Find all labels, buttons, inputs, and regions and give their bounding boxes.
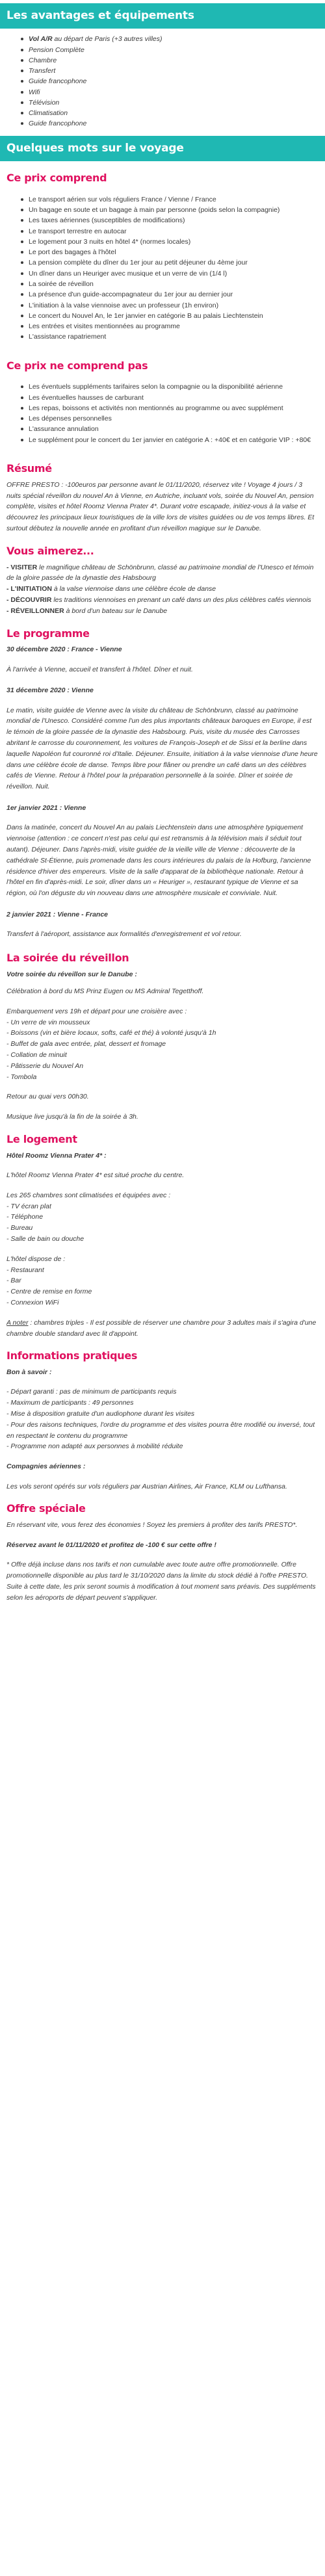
airlines-text: Les vols seront opérés sur vols réguliers par Austrian Airlines, Air France, KLM ou Lufthansa. bbox=[6, 1482, 287, 1490]
included-item: Le logement pour 3 nuits en hôtel 4* (normes locales) bbox=[21, 237, 318, 247]
included-item: Le transport aérien sur vols réguliers France / Vienne / France bbox=[21, 194, 318, 205]
advantage-item bbox=[21, 55, 318, 66]
soiree-line: - Collation de minuit bbox=[6, 1051, 67, 1059]
included-item: L'assistance rapatriement bbox=[21, 332, 318, 342]
note-text: : chambres triples - Il est possible de réserver une chambre pour 3 adultes mais il s'agira d'une chambre double standard avec lit d'appoint. bbox=[6, 1318, 317, 1338]
included-list bbox=[6, 189, 318, 349]
soiree-line: - Tombola bbox=[6, 1073, 37, 1081]
included-title: Ce prix comprend bbox=[6, 172, 107, 185]
soiree-lines bbox=[6, 1017, 318, 1083]
wants-item-text: à la valse viennoise dans une célèbre école de danse bbox=[51, 585, 216, 593]
practical-line: - Maximum de participants : 49 personnes bbox=[6, 1399, 134, 1407]
programme-day-heading: 31 décembre 2020 : Vienne bbox=[6, 686, 94, 695]
soiree-intro: Célébration à bord du MS Prinz Eugen ou MS Admiral Tegetthoff. bbox=[6, 987, 204, 996]
not-included-item: L'assurance annulation bbox=[21, 424, 318, 434]
advantage-item bbox=[21, 87, 318, 98]
lodging-rooms bbox=[6, 1201, 318, 1245]
programme-day-heading: 1er janvier 2021 : Vienne bbox=[6, 804, 86, 813]
soiree-line: - Boissons (vin et bière locaux, softs, café et thé) à volonté jusqu'à 1h bbox=[6, 1029, 216, 1037]
wants-item-bold: - L'INITIATION bbox=[6, 585, 52, 593]
advantages-list bbox=[6, 29, 318, 135]
included-item: L'initiation à la valse viennoise avec un professeur (1h environ) bbox=[21, 300, 318, 311]
lodging-title: Le logement bbox=[6, 1132, 77, 1145]
soiree-return: Retour au quai vers 00h30. bbox=[6, 1093, 89, 1101]
soiree-line: - Pâtisserie du Nouvel An bbox=[6, 1061, 84, 1070]
included-item: Un dîner dans un Heuriger avec musique et un verre de vin (1/4 l) bbox=[21, 268, 318, 279]
hotel-facility: - Centre de remise en forme bbox=[6, 1288, 92, 1296]
lodging-facilities bbox=[6, 1265, 318, 1308]
soiree-boarding: Embarquement vers 19h et départ pour une croisière avec : bbox=[6, 1007, 187, 1015]
summary-text: OFFRE PRESTO : -100euros par personne avant le 01/11/2020, réservez vite ! Voyage 4 jours / 3 nuits spécial réveillon du nouvel An à Vienne, en Autriche, incluant vols, soirée du Nouvel An, pension complète, visites et hôtel Roomz Vienna Prater 4*. Durant votre escapade, initiez-vous à la valse et découvrez les principaux lieux touristiques de la ville lors de visites guidées ou de vos temps libres. Et surtout débutez la nouvelle année en profitant d'un réveillon magique sur le Danube. bbox=[6, 480, 315, 532]
offer-title: Offre spéciale bbox=[6, 1502, 86, 1515]
practical-title: Informations pratiques bbox=[6, 1349, 138, 1362]
advantage-item bbox=[21, 45, 318, 55]
advantages-banner: Les avantages et équipements bbox=[0, 3, 325, 29]
practical-line: - Mise à disposition gratuite d'un audiophone durant les visites bbox=[6, 1410, 195, 1418]
not-included-item: Les éventuels suppléments tarifaires selon la compagnie ou la disponibilité aérienne bbox=[21, 382, 318, 392]
room-feature: - TV écran plat bbox=[6, 1202, 51, 1210]
advantage-item bbox=[21, 98, 318, 108]
advantage-item bbox=[21, 118, 318, 129]
advantage-item-text: Télévision bbox=[29, 98, 60, 107]
wants-item-bold: - VISITER bbox=[6, 563, 38, 571]
practical-know: Bon à savoir : bbox=[6, 1368, 52, 1377]
hotel-facility: - Connexion WiFi bbox=[6, 1299, 59, 1307]
advantage-item-text: Wifi bbox=[29, 88, 40, 96]
not-included-title: Ce prix ne comprend pas bbox=[6, 359, 148, 372]
practical-line: - Pour des raisons techniques, l'ordre du programme et des visites pourra être modifié ou inversé, tout en respectant le contenu du programme bbox=[6, 1420, 315, 1440]
wants-title: Vous aimerez... bbox=[6, 544, 94, 557]
included-item: Le port des bagages à l'hôtel bbox=[21, 247, 318, 257]
included-item: La soirée de réveillon bbox=[21, 279, 318, 289]
practical-lines bbox=[6, 1386, 318, 1452]
room-feature: - Salle de bain ou douche bbox=[6, 1235, 84, 1243]
wants-item-bold: - RÉVEILLONNER bbox=[6, 606, 64, 615]
hotel-facility: - Bar bbox=[6, 1277, 21, 1285]
advantage-item-text: Guide francophone bbox=[29, 120, 87, 128]
included-item: Les entrées et visites mentionnées au programme bbox=[21, 321, 318, 332]
programme-day-text: Dans la matinée, concert du Nouvel An au palais Liechtenstein dans une atmosphère typiquement viennoise (attention : ce concert n'est pas celui qui est retransmis à la télévision mais il séduit tout autant). Déjeuner. Dans l'après-midi, visite guidée de la vieille ville de Vienne : découverte de la cathédrale St-Étienne, puis promenade dans les cours intérieures du palais de la Hofburg, l'ancienne résidence d'hiver des empereurs. Visite de la salle d'apparat de la bibliothèque nationale. Retour à l'hôtel en fin d'après-midi. Le soir, dîner dans un « Heuriger », restaurant typique de Vienne et sa région, où l'on déguste du vin nouveau dans une atmosphère musicale et conviviale. Nuit. bbox=[6, 824, 311, 898]
practical-line: - Départ garanti : pas de minimum de participants requis bbox=[6, 1388, 177, 1396]
offer-highlight: Réservez avant le 01/11/2020 et profitez de -100 € sur cette offre ! bbox=[6, 1541, 216, 1549]
included-item: La pension complète du dîner du 1er jour au petit déjeuner du 4ème jour bbox=[21, 257, 318, 268]
hotel-facility: - Restaurant bbox=[6, 1266, 44, 1274]
room-feature: - Bureau bbox=[6, 1224, 33, 1232]
note-label: A noter bbox=[6, 1318, 29, 1327]
not-included-item: Les repas, boissons et activités non mentionnés au programme ou avec supplément bbox=[21, 403, 318, 413]
advantage-item-text: Guide francophone bbox=[29, 77, 87, 86]
soiree-subtitle: Votre soirée du réveillon sur le Danube : bbox=[6, 970, 137, 978]
wants-list bbox=[6, 562, 318, 617]
not-included-item: Le supplément pour le concert du 1er janvier en catégorie A : +40€ et en catégorie VIP : +80€ bbox=[21, 435, 318, 445]
advantage-item bbox=[21, 108, 318, 118]
practical-line: - Programme non adapté aux personnes à mobilité réduite bbox=[6, 1442, 183, 1451]
room-feature: - Téléphone bbox=[6, 1213, 44, 1221]
advantage-item-bold: Vol A/R bbox=[29, 35, 53, 44]
wants-item-text: le magnifique château de Schönbrunn, classé au patrimoine mondial de l'Unesco et témoin de la gloire passée de la dynastie des Habsbourg bbox=[6, 563, 314, 582]
advantage-item bbox=[21, 76, 318, 86]
offer-footnote: * Offre déjà incluse dans nos tarifs et non cumulable avec toute autre offre promotionnelle. Offre promotionnelle disponible au plus tard le 31/10/2020 dans la limite du stock dédié à l'offre PRESTO. Suite à cette date, les prix seront soumis à modification à tout moment sans préavis. Des suppléments selon les aéroports de départ peuvent s'appliquer. bbox=[6, 1561, 316, 1602]
soiree-title: La soirée du réveillon bbox=[6, 951, 129, 964]
lodging-hotel: Hôtel Roomz Vienna Prater 4* : bbox=[6, 1151, 107, 1160]
programme-day-text: Le matin, visite guidée de Vienne avec la visite du château de Schönbrunn, classé au patrimoine mondial de l'Unesco. Considéré comme l'un des plus importants châteaux baroques en Europe, il est le témoin de la gloire passée de la dynastie des Habsbourg. Puis, visite du musée des Carrosses abritant le carrosse du couronnement, les voitures de François-Joseph et de Sissi et la berline dans laquelle Napoléon fut couronné roi d'Italie. Déjeuner. Ensuite, initiation à la valse viennoise d'une heure dans une célèbre école de danse. Temps libre pour flâner ou prendre un café dans un des célèbres cafés de Vienne. Retour à l'hôtel pour la préparation personnelle à la soirée. Dîner et soirée de réveillon. Nuit. bbox=[6, 706, 318, 791]
wants-item-bold: - DÉCOUVRIR bbox=[6, 595, 52, 604]
programme-day-text: À l'arrivée à Vienne, accueil et transfert à l'hôtel. Dîner et nuit. bbox=[6, 665, 193, 673]
lodging-note bbox=[6, 1318, 318, 1340]
included-item: Le concert du Nouvel An, le 1er janvier en catégorie B au palais Liechtenstein bbox=[21, 311, 318, 321]
trip-words-banner: Quelques mots sur le voyage bbox=[0, 136, 325, 161]
advantage-item-text: Transfert bbox=[29, 67, 56, 75]
advantage-item bbox=[21, 34, 318, 44]
advantage-item bbox=[21, 66, 318, 76]
soiree-line: - Un verre de vin mousseux bbox=[6, 1018, 90, 1026]
advantage-item-text: au départ de Paris (+3 autres villes) bbox=[52, 35, 162, 44]
included-item: La présence d'un guide-accompagnateur du 1er jour au dernier jour bbox=[21, 289, 318, 300]
lodging-desc: L'hôtel Roomz Vienna Prater 4* est situé proche du centre. bbox=[6, 1171, 185, 1180]
programme-days bbox=[6, 644, 318, 940]
advantage-item-text: Climatisation bbox=[29, 109, 68, 118]
soiree-line: - Buffet de gala avec entrée, plat, dessert et fromage bbox=[6, 1040, 166, 1048]
summary-title: Résumé bbox=[6, 462, 52, 475]
not-included-item: Les dépenses personnelles bbox=[21, 413, 318, 424]
offer-text: En réservant vite, vous ferez des économies ! Soyez les premiers à profiter des tarifs PRESTO*. bbox=[6, 1521, 298, 1529]
included-item: Les taxes aériennes (susceptibles de modifications) bbox=[21, 215, 318, 226]
lodging-rooms-intro: Les 265 chambres sont climatisées et équipées avec : bbox=[6, 1191, 171, 1199]
product-page bbox=[0, 3, 325, 1617]
wants-paragraph bbox=[6, 562, 318, 617]
included-item: Un bagage en soute et un bagage à main par personne (poids selon la compagnie) bbox=[21, 205, 318, 215]
wants-item-text: les traditions viennoises en prenant un café dans un des plus célèbres cafés viennois bbox=[51, 595, 311, 604]
wants-item-text: à bord d'un bateau sur le Danube bbox=[64, 606, 168, 615]
advantage-item-text: Chambre bbox=[29, 56, 57, 64]
programme-day-text: Transfert à l'aéroport, assistance aux formalités d'enregistrement et vol retour. bbox=[6, 930, 242, 939]
airlines-label: Compagnies aériennes : bbox=[6, 1463, 86, 1471]
not-included-list bbox=[6, 376, 318, 452]
not-included-item: Les éventuelles hausses de carburant bbox=[21, 393, 318, 403]
soiree-music: Musique live jusqu'à la fin de la soirée à 3h. bbox=[6, 1113, 138, 1121]
advantage-item-text: Pension Complète bbox=[29, 46, 84, 54]
programme-day-heading: 30 décembre 2020 : France - Vienne bbox=[6, 645, 122, 654]
programme-title: Le programme bbox=[6, 627, 90, 640]
programme-day-heading: 2 janvier 2021 : Vienne - France bbox=[6, 910, 109, 918]
lodging-hotel-intro: L'hôtel dispose de : bbox=[6, 1255, 66, 1263]
included-item: Le transport terrestre en autocar bbox=[21, 226, 318, 237]
